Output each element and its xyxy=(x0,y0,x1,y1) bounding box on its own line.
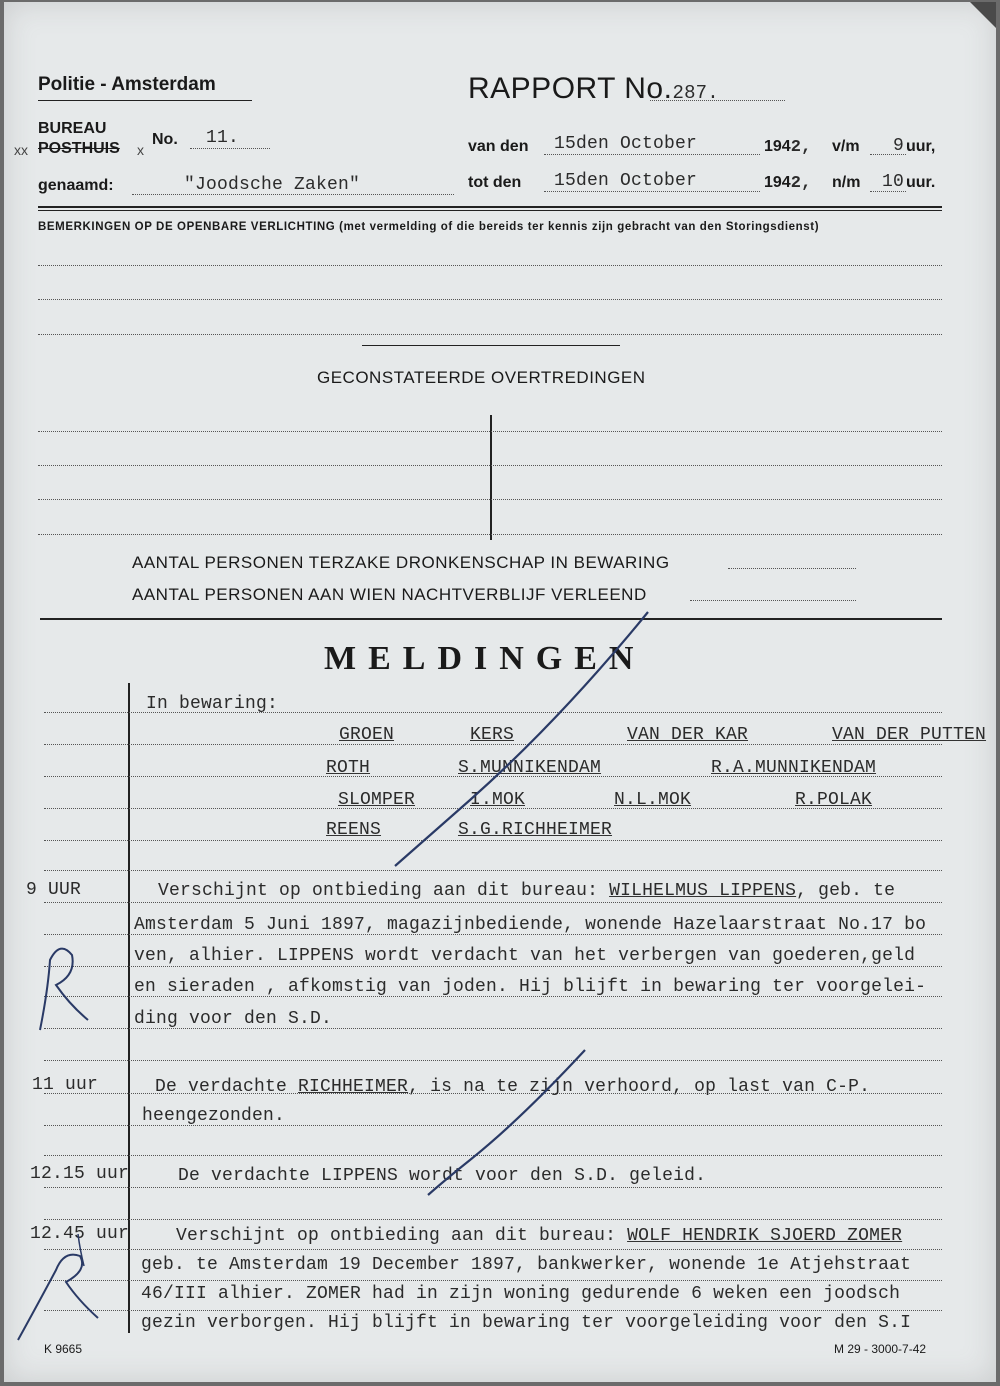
nm-label: n/m xyxy=(832,174,861,191)
entry-line: ding voor den S.D. xyxy=(134,1009,333,1029)
rapport-dots xyxy=(650,100,785,101)
bemerkingen-line-3 xyxy=(38,334,942,335)
van-year xyxy=(764,138,812,157)
entry-text: De verdachte xyxy=(155,1077,299,1097)
entry-time: 9 UUR xyxy=(26,880,82,900)
vm-label: v/m xyxy=(832,138,860,155)
overtredingen-line-1 xyxy=(38,431,942,432)
xx-prefix: xx xyxy=(14,142,28,158)
bemerkingen-line-2 xyxy=(38,299,942,300)
detainee-name: R.POLAK xyxy=(795,790,873,810)
footer-print-code: M 29 - 3000-7-42 xyxy=(834,1342,927,1356)
meldingen-title: MELDINGEN xyxy=(324,640,646,677)
dronkenschap-label: AANTAL PERSONEN TERZAKE DRONKENSCHAP IN BEWARING xyxy=(132,553,670,572)
entry-line xyxy=(155,1077,870,1097)
detainee-name: N.L.MOK xyxy=(614,790,692,810)
meldingen-line-9 xyxy=(44,966,942,967)
entry-text: Verschijnt op ontbieding aan dit bureau: xyxy=(176,1226,628,1246)
meldingen-line-19 xyxy=(44,1280,942,1281)
van-date: 15den October xyxy=(554,134,698,154)
van-year-digit: 2, xyxy=(790,138,812,157)
police-heading: Politie - Amsterdam xyxy=(38,74,216,95)
meldingen-line-15 xyxy=(44,1155,942,1156)
genaamd-value: "Joodsche Zaken" xyxy=(184,175,361,195)
entry-time: 12.45 uur xyxy=(30,1224,130,1244)
posthuis-label: POSTHUIS xyxy=(38,140,120,157)
entry-text: , geb. te xyxy=(796,881,896,901)
entry-line: geb. te Amsterdam 19 December 1897, bankwerker, wonende 1e Atjehstraat xyxy=(141,1255,912,1275)
meldingen-line-6 xyxy=(44,870,942,871)
person-name: WILHELMUS LIPPENS xyxy=(609,881,797,901)
year-prefix: 194 xyxy=(764,138,791,155)
entry-line xyxy=(176,1226,902,1246)
tot-year-digit: 2, xyxy=(790,174,812,193)
detainee-name: GROEN xyxy=(339,725,395,745)
torn-corner xyxy=(970,2,996,28)
entry-line: 46/III alhier. ZOMER had in zijn woning gedurende 6 weken een joodsch xyxy=(141,1284,901,1304)
entry-text: , is na te zijn verhoord, op last van C-P. xyxy=(408,1077,871,1097)
tot-year xyxy=(764,174,812,193)
tot-date: 15den October xyxy=(554,171,698,191)
tot-hour-dots xyxy=(870,191,906,192)
overtredingen-rule xyxy=(362,345,620,346)
van-hour-dots xyxy=(870,154,906,155)
overtredingen-line-2 xyxy=(38,465,942,466)
entry-line: en sieraden , afkomstig van joden. Hij blijft in bewaring ter voorgelei- xyxy=(134,977,927,997)
bureau-number: 11. xyxy=(206,128,240,148)
tot-dots xyxy=(544,191,760,192)
detainee-name: S.G.RICHHEIMER xyxy=(458,820,613,840)
footer-form-code: K 9665 xyxy=(44,1342,83,1356)
overtredingen-line-4 xyxy=(38,534,942,535)
rapport-number: 287. xyxy=(672,82,719,104)
entry-text: Verschijnt op ontbieding aan dit bureau: xyxy=(158,881,610,901)
no-dots xyxy=(190,148,270,149)
nachtverblijf-dots xyxy=(690,600,856,601)
detainee-name: I.MOK xyxy=(470,790,526,810)
x-suffix: x xyxy=(137,142,144,158)
entry-line: ven, alhier. LIPPENS wordt verdacht van het verbergen van goederen,geld xyxy=(134,946,916,966)
overtredingen-line-3 xyxy=(38,499,942,500)
meldingen-line-12 xyxy=(44,1060,942,1061)
meldingen-line-7 xyxy=(44,902,942,903)
detainee-name: ROTH xyxy=(326,758,371,778)
uur-label-1: uur, xyxy=(906,138,936,155)
bemerkingen-heading: BEMERKINGEN OP DE OPENBARE VERLICHTING (met vermelding of die bereids ter kennis zijn gebracht van den Storingsdienst) xyxy=(38,221,820,233)
detainee-name: VAN DER PUTTEN xyxy=(832,725,987,745)
detainee-name: KERS xyxy=(470,725,515,745)
tot-label: tot den xyxy=(468,174,522,191)
entry-line: De verdachte LIPPENS wordt voor den S.D. geleid. xyxy=(178,1166,707,1186)
heading-underline xyxy=(38,100,252,101)
genaamd-label: genaamd: xyxy=(38,177,114,194)
nachtverblijf-label: AANTAL PERSONEN AAN WIEN NACHTVERBLIJF VERLEEND xyxy=(132,585,647,604)
van-hour: 9 xyxy=(893,136,905,156)
van-dots xyxy=(544,154,760,155)
meldingen-line-16 xyxy=(44,1187,942,1188)
meldingen-line-18 xyxy=(44,1249,942,1250)
overtredingen-heading: GECONSTATEERDE OVERTREDINGEN xyxy=(317,368,646,387)
bureau-label: BUREAU xyxy=(38,120,107,137)
no-label: No. xyxy=(152,131,178,148)
genaamd-dots xyxy=(132,194,454,195)
entry-line: heengezonden. xyxy=(142,1106,286,1126)
tot-hour: 10 xyxy=(882,172,905,192)
meldingen-line-17 xyxy=(44,1219,942,1220)
detainee-name: VAN DER KAR xyxy=(627,725,749,745)
entry-time: 11 uur xyxy=(32,1075,99,1095)
detainee-name: R.A.MUNNIKENDAM xyxy=(711,758,877,778)
entry-time: 12.15 uur xyxy=(30,1164,130,1184)
person-name: WOLF HENDRIK SJOERD ZOMER xyxy=(627,1226,903,1246)
detainee-name: SLOMPER xyxy=(338,790,416,810)
van-label: van den xyxy=(468,138,529,155)
uur-label-2: uur. xyxy=(906,174,936,191)
dronkenschap-dots xyxy=(728,568,856,569)
meldingen-line-5 xyxy=(44,840,942,841)
overtredingen-divider xyxy=(490,415,492,540)
meldingen-rule xyxy=(40,618,942,620)
person-name: RICHHEIMER xyxy=(298,1077,409,1097)
year-prefix-2: 194 xyxy=(764,174,791,191)
detainee-name: REENS xyxy=(326,820,382,840)
bemerkingen-line-1 xyxy=(38,265,942,266)
entry-line xyxy=(158,881,895,901)
entry-line: gezin verborgen. Hij blijft in bewaring ter voorgeleiding voor den S.I xyxy=(141,1313,912,1333)
rapport-label: RAPPORT No. xyxy=(468,72,673,105)
entry-line: Amsterdam 5 Juni 1897, magazijnbediende, wonende Hazelaarstraat No.17 bo xyxy=(134,915,927,935)
in-bewaring-label: In bewaring: xyxy=(146,694,279,714)
meldingen-line-20 xyxy=(44,1310,942,1311)
header-rule-2 xyxy=(38,210,942,211)
header-rule-1 xyxy=(38,206,942,208)
detainee-name: S.MUNNIKENDAM xyxy=(458,758,602,778)
